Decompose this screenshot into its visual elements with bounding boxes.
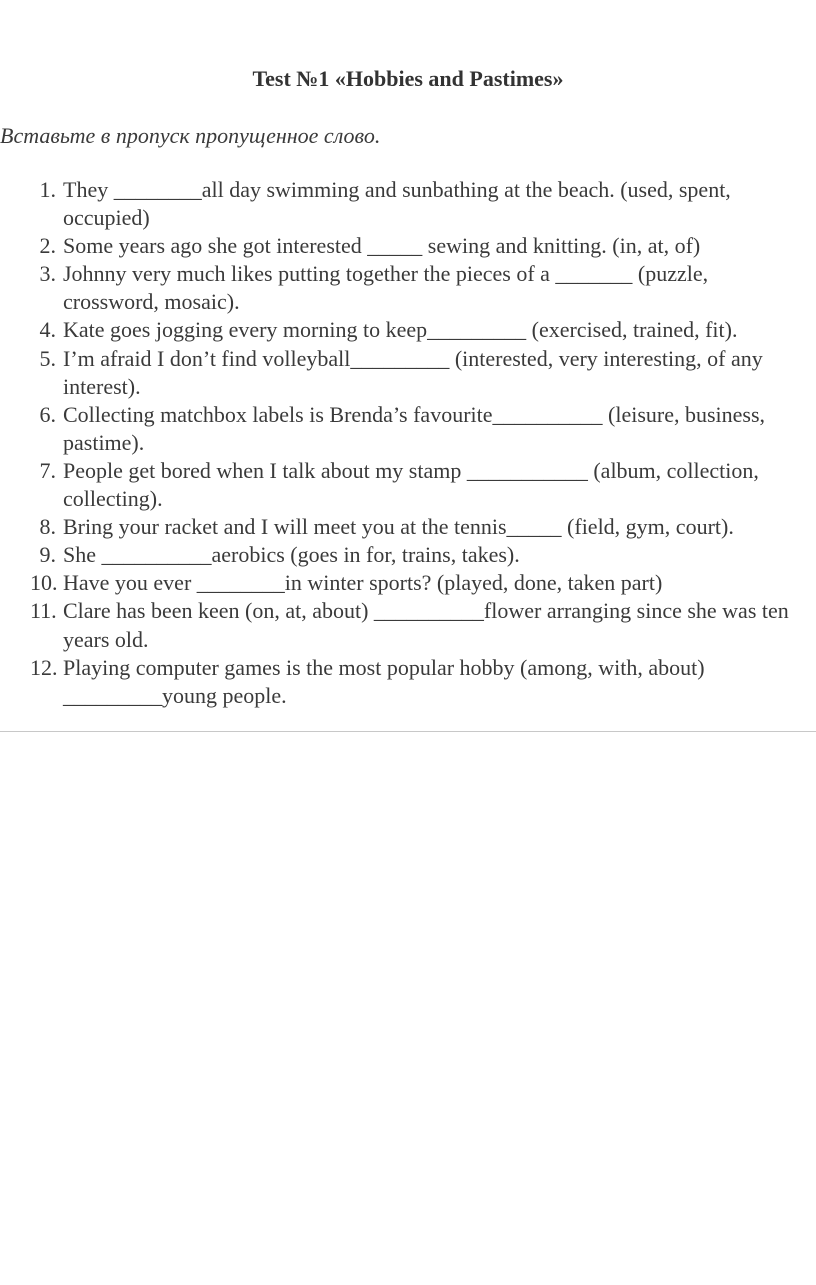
- question-number: 6.: [39, 401, 56, 427]
- question-number: 5.: [39, 345, 56, 371]
- question-text: Have you ever ________in winter sports? (played, done, taken part): [63, 570, 663, 596]
- question-number: 9.: [39, 542, 56, 568]
- question-text: Playing computer games is the most popular hobby (among, with, about) _________young people.: [63, 654, 705, 708]
- question-text: People get bored when I talk about my stamp ___________ (album, collection, collecting).: [63, 457, 759, 512]
- question-text: Some years ago she got interested _____ sewing and knitting. (in, at, of): [63, 233, 701, 259]
- question-item: [0, 316, 816, 344]
- question-item: [0, 260, 816, 316]
- question-list: [0, 176, 816, 710]
- instruction-text: Вставьте в пропуск пропущенное слово.: [0, 123, 381, 148]
- question-item: [0, 654, 816, 710]
- question-number: 2.: [39, 233, 56, 259]
- question-item: [0, 176, 816, 232]
- question-item: [0, 597, 816, 653]
- question-text: Johnny very much likes putting together the pieces of a _______ (puzzle, crossword, mosaic).: [63, 261, 709, 315]
- question-item: [0, 232, 816, 260]
- question-item: [0, 513, 816, 541]
- question-text: Bring your racket and I will meet you at the tennis_____ (field, gym, court).: [63, 514, 734, 540]
- question-text: She __________aerobics (goes in for, trains, takes).: [63, 542, 520, 568]
- question-number: 10.: [30, 570, 58, 596]
- question-number: 8.: [39, 514, 56, 540]
- question-number: 3.: [39, 261, 56, 287]
- question-text: Clare has been keen (on, at, about) __________flower arranging since she was ten years old.: [63, 598, 789, 652]
- question-number: 7.: [39, 457, 56, 483]
- question-number: 11.: [30, 598, 57, 624]
- question-item: [0, 401, 816, 457]
- question-item: [0, 345, 816, 401]
- question-number: 12.: [30, 654, 58, 680]
- question-text: I’m afraid I don’t find volleyball_________ (interested, very interesting, of any interest).: [63, 345, 763, 399]
- question-number: 1.: [39, 177, 56, 202]
- question-item: [0, 569, 816, 597]
- question-item: [0, 541, 816, 569]
- question-text: They ________all day swimming and sunbathing at the beach. (used, spent, occupied): [63, 177, 731, 231]
- question-text: Collecting matchbox labels is Brenda’s favourite__________ (leisure, business, pastime).: [63, 401, 766, 455]
- question-item: [0, 457, 816, 513]
- page-title: Test №1 «Hobbies and Pastimes»: [252, 66, 564, 91]
- question-text: Kate goes jogging every morning to keep_________ (exercised, trained, fit).: [63, 317, 738, 343]
- question-number: 4.: [39, 317, 56, 343]
- page-divider: [0, 731, 816, 732]
